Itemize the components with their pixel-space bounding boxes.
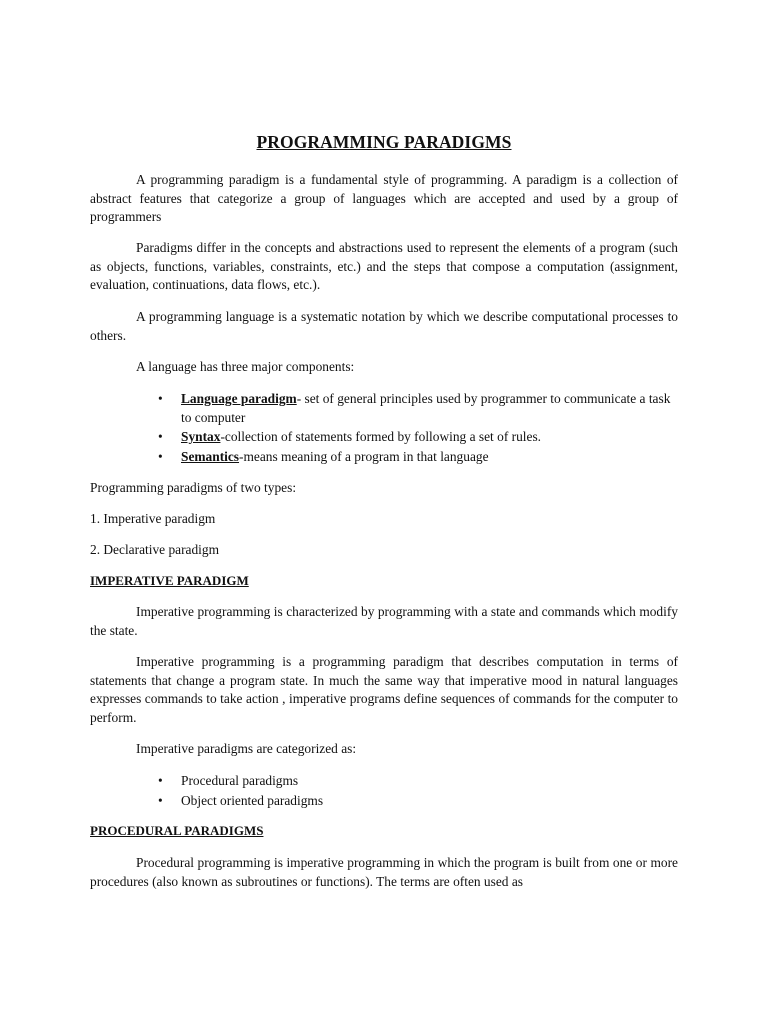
imperative-heading [90,572,678,591]
list-item [90,448,678,467]
intro-paragraph-1 [90,171,678,227]
components-bullet-list [90,390,678,466]
category-label: Procedural paradigms [181,773,299,788]
procedural-paragraph [90,854,678,891]
component-term: Syntax [181,429,221,444]
list-item [90,428,678,447]
imperative-categories-intro [90,740,678,759]
paragraph-text: Imperative programming is characterized by programming with a state and commands which modify the state. [90,604,678,638]
bullet-icon: • [158,448,163,464]
list-item [90,390,678,427]
bullet-icon: • [158,429,163,444]
paragraph-text: Procedural programming is imperative programming in which the program is built from one or more procedures (also known as subroutines or functions). The terms are often used as [90,855,678,889]
intro-paragraph-3 [90,308,678,345]
component-term: Language paradigm [181,391,297,406]
paragraph-text: Paradigms differ in the concepts and abstractions used to represent the elements of a program (such as objects, functions, variables, constraints, etc.) and the steps that compose a computation (assignment, evaluation, continuations, data flows, etc.). [90,240,678,292]
imperative-categories-list [90,772,678,811]
procedural-heading [90,822,678,841]
section-heading: PROCEDURAL PARADIGMS [90,823,264,838]
component-term: Semantics [181,448,240,464]
categories-bullet-list [90,772,678,810]
type-item: 2. Declarative paradigm [90,542,220,557]
intro-paragraph-2 [90,239,678,295]
type-imperative [90,510,678,529]
section-heading: IMPERATIVE PARADIGM [90,573,249,588]
paragraph-text: A programming paradigm is a fundamental style of programming. A paradigm is a collection of abstract features that categorize a group of languages which are accepted and used by a group of programmers [90,172,678,224]
bullet-icon: • [158,773,163,788]
imperative-paragraph-1 [90,603,678,640]
category-label: Object oriented paradigms [181,792,324,808]
paragraph-text: Imperative programming is a programming paradigm that describes computation in terms of statements that change a program state. In much the same way that imperative mood in natural languages expresses commands to take action , imperative programs define sequences of commands for the computer to perform. [90,654,678,725]
bullet-icon: • [158,792,163,808]
components-intro-text: A language has three major components: [136,359,355,374]
components-intro [90,358,678,377]
component-description: - set of general principles used by programmer to communicate a task to computer [181,391,671,425]
components-list [90,390,678,467]
bullet-icon: • [158,391,163,406]
component-description: -collection of statements formed by following a set of rules. [220,429,541,444]
document-title: PROGRAMMING PARADIGMS [256,132,512,152]
imperative-paragraph-2 [90,653,678,727]
categories-intro-text: Imperative paradigms are categorized as: [136,741,357,756]
list-item [90,792,678,811]
types-intro-text: Programming paradigms of two types: [90,480,297,495]
list-item [90,772,678,791]
type-item: 1. Imperative paradigm [90,511,216,526]
paragraph-text: A programming language is a systematic notation by which we describe computational processes to others. [90,309,678,343]
component-description: -means meaning of a program in that language [239,448,489,464]
type-declarative [90,541,678,560]
types-intro [90,479,678,498]
